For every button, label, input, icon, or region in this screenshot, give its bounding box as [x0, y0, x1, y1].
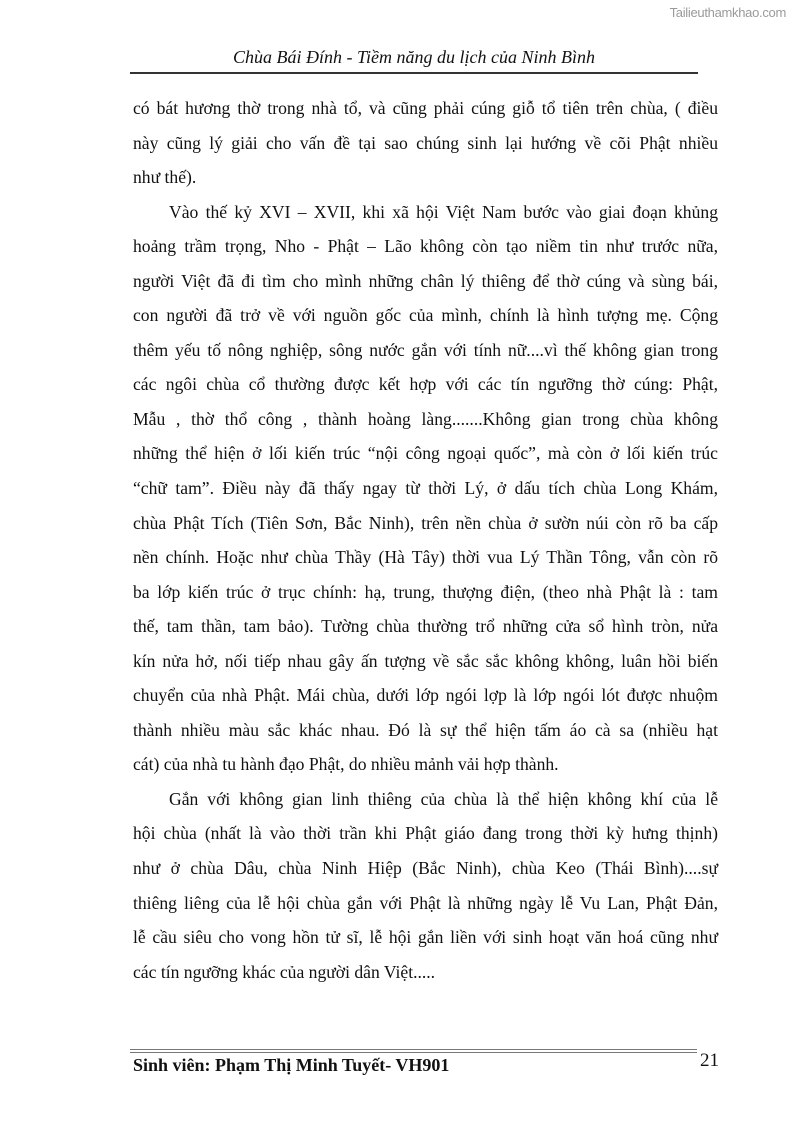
text-line: cát) của nhà tu hành đạo Phật, do nhiều mảnh vải hợp thành.: [133, 754, 559, 775]
text-line: nền chính. Hoặc như chùa Thầy (Hà Tây) thời vua Lý Thần Tông, vẫn còn rõ: [133, 547, 718, 568]
text-line: thế, tam thần, tam bảo). Tường chùa thường trổ những cửa sổ hình tròn, nửa: [133, 616, 718, 637]
text-line: chùa Phật Tích (Tiên Sơn, Bắc Ninh), trên nền chùa ở sườn núi còn rõ ba cấp: [133, 512, 718, 533]
text-line: thành nhiều màu sắc khác nhau. Đó là sự thể hiện tấm áo cà sa (nhiều hạt: [133, 719, 718, 740]
paragraph: [133, 787, 718, 994]
text-line: như ở chùa Dâu, chùa Ninh Hiệp (Bắc Ninh), chùa Keo (Thái Bình)....sự: [133, 858, 718, 879]
paragraph: [133, 96, 718, 200]
text-line: Mẫu , thờ thổ công , thành hoàng làng.......Không gian trong chùa không: [133, 408, 718, 429]
text-line: có bát hương thờ trong nhà tổ, và cũng phải cúng giỗ tổ tiên trên chùa, ( điều: [133, 98, 718, 118]
text-line: chuyển của nhà Phật. Mái chùa, dưới lớp ngói lợp là lớp ngói lót được nhuộm: [133, 685, 718, 706]
text-line: hoảng trầm trọng, Nho - Phật – Lão không còn tạo niềm tin như trước nữa,: [133, 236, 718, 257]
text-line: các tín ngưỡng khác của người dân Việt.....: [133, 961, 436, 982]
footer-author: Sinh viên: Phạm Thị Minh Tuyết- VH901: [133, 1055, 450, 1075]
page-header-title: Chùa Bái Đính - Tiềm năng du lịch của Ninh Bình: [233, 47, 595, 67]
text-line: các ngôi chùa cổ thường được kết hợp với các tín ngưỡng thờ cúng: Phật,: [133, 374, 718, 395]
text-line: những thể hiện ở lối kiến trúc “nội công ngoại quốc”, mà còn ở lối kiến trúc: [133, 443, 718, 464]
text-line: như thế).: [133, 167, 197, 188]
text-line: “chữ tam”. Điều này đã thấy ngay từ thời Lý, ở dấu tích chùa Long Khám,: [133, 478, 718, 499]
document-body: [133, 96, 718, 994]
header-divider: [130, 72, 698, 74]
text-line: Vào thế kỷ XVI – XVII, khi xã hội Việt Nam bước vào giai đoạn khủng: [169, 201, 718, 222]
text-line: ba lớp kiến trúc ở trục chính: hạ, trung, thượng điện, (theo nhà Phật là : tam: [133, 581, 718, 602]
text-line: kín nửa hở, nối tiếp nhau gây ấn tượng về sắc sắc không không, luân hồi biến: [133, 650, 718, 671]
paragraph: [133, 200, 718, 787]
text-line: lễ cầu siêu cho vong hồn tử sĩ, lễ hội gắn liền với sinh hoạt văn hoá cũng như: [133, 927, 718, 948]
page-number: 21: [700, 1050, 719, 1071]
text-line: Gắn với không gian linh thiêng của chùa là thể hiện không khí của lễ: [169, 788, 718, 809]
text-line: hội chùa (nhất là vào thời trần khi Phật giáo đang trong thời kỳ hưng thịnh): [133, 823, 718, 844]
footer-divider: [130, 1049, 697, 1053]
text-line: này cũng lý giải cho vấn đề tại sao chúng sinh lại hướng về cõi Phật nhiều: [133, 132, 718, 153]
text-line: thiêng liêng của lễ hội chùa gắn với Phật là những ngày lễ Vu Lan, Phật Đản,: [133, 892, 718, 913]
text-line: con người đã trở về với nguồn gốc của mình, chính là hình tượng mẹ. Cộng: [133, 305, 718, 326]
text-line: người Việt đã đi tìm cho mình những chân lý thiêng để thờ cúng và sùng bái,: [133, 270, 718, 291]
watermark: Tailieuthamkhao.com: [669, 5, 786, 20]
text-line: thêm yếu tố nông nghiệp, sông nước gắn với tính nữ....vì thế không gian trong: [133, 339, 718, 360]
